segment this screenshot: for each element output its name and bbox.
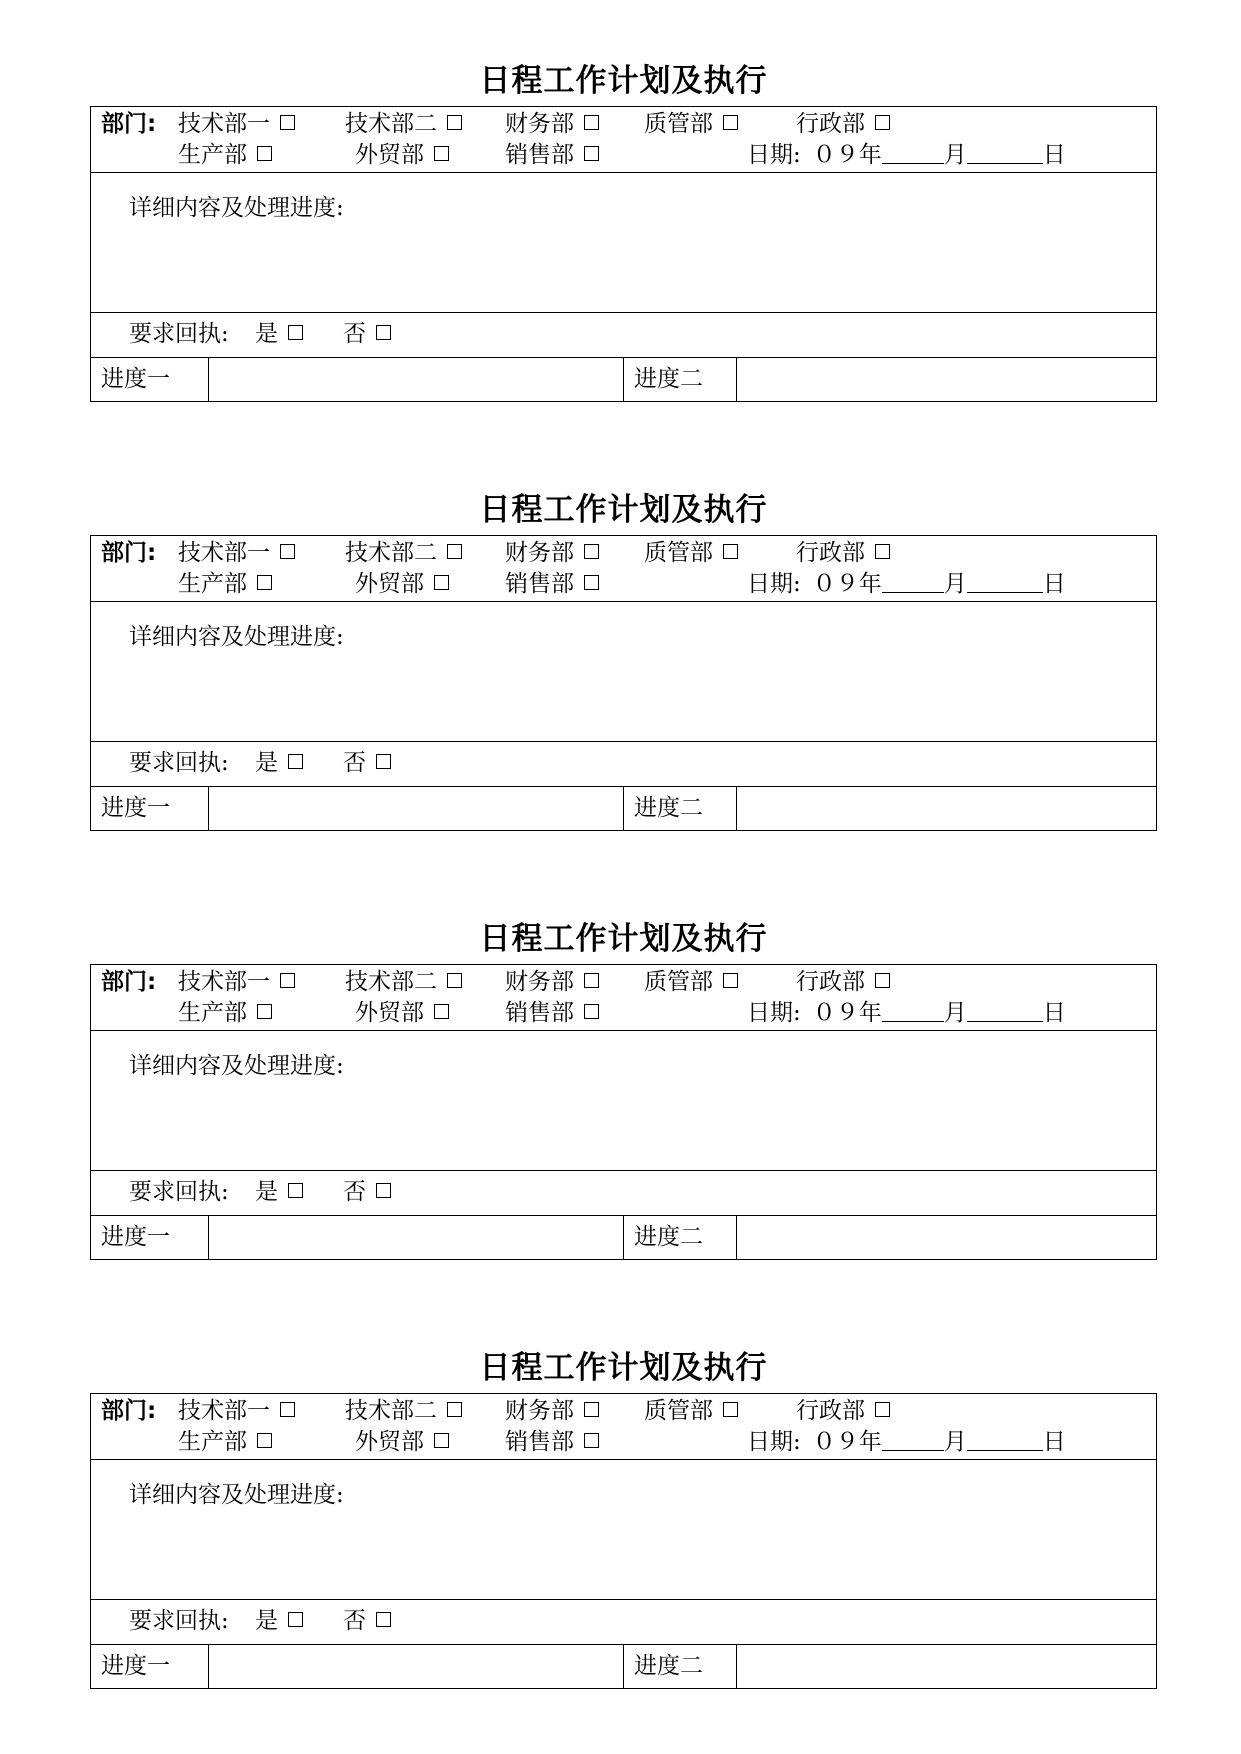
checkbox[interactable] — [288, 754, 303, 769]
checkbox[interactable] — [434, 1004, 449, 1019]
divider — [623, 1645, 624, 1688]
progress2-label: 进度二 — [634, 1653, 703, 1679]
checkbox[interactable] — [376, 1612, 391, 1627]
dept-option-tech1[interactable]: 技术部一 — [178, 538, 295, 568]
form-table — [90, 106, 1157, 402]
dept-option-production[interactable]: 生产部 — [178, 140, 272, 170]
checkbox[interactable] — [288, 325, 303, 340]
receipt-yes-option[interactable]: 是 — [255, 748, 303, 778]
divider — [623, 1216, 624, 1259]
receipt-row — [91, 313, 1156, 358]
checkbox[interactable] — [584, 544, 599, 559]
form-table — [90, 964, 1157, 1260]
dept-option-admin[interactable]: 行政部 — [796, 967, 890, 997]
progress2-label: 进度二 — [634, 366, 703, 392]
receipt-label: 要求回执: — [129, 1179, 229, 1205]
checkbox[interactable] — [584, 146, 599, 161]
detail-label: 详细内容及处理进度: — [129, 1482, 344, 1508]
form-title: 日程工作计划及执行 — [479, 492, 768, 528]
checkbox[interactable] — [723, 1402, 738, 1417]
dept-option-quality[interactable]: 质管部 — [644, 109, 738, 139]
dept-option-tech2[interactable]: 技术部二 — [345, 109, 462, 139]
receipt-row — [91, 1600, 1156, 1645]
divider — [736, 358, 737, 401]
form-table — [90, 1393, 1157, 1689]
detail-row[interactable] — [91, 602, 1156, 742]
checkbox[interactable] — [257, 1004, 272, 1019]
dept-option-sales[interactable]: 销售部 — [505, 998, 599, 1028]
receipt-yes-option[interactable]: 是 — [255, 319, 303, 349]
detail-row[interactable] — [91, 173, 1156, 313]
dept-option-foreign-trade[interactable]: 外贸部 — [355, 140, 449, 170]
date-field[interactable]: 日期: ０９年 月 日 — [747, 571, 1066, 597]
divider — [623, 787, 624, 830]
form-title: 日程工作计划及执行 — [479, 1350, 768, 1386]
checkbox[interactable] — [584, 1433, 599, 1448]
checkbox[interactable] — [584, 1004, 599, 1019]
dept-option-tech1[interactable]: 技术部一 — [178, 109, 295, 139]
dept-option-finance[interactable]: 财务部 — [505, 1396, 599, 1426]
checkbox[interactable] — [280, 544, 295, 559]
form-table — [90, 535, 1157, 831]
checkbox[interactable] — [376, 754, 391, 769]
receipt-no-option[interactable]: 否 — [343, 319, 391, 349]
dept-option-quality[interactable]: 质管部 — [644, 538, 738, 568]
dept-option-quality[interactable]: 质管部 — [644, 967, 738, 997]
checkbox[interactable] — [288, 1612, 303, 1627]
form-title: 日程工作计划及执行 — [479, 921, 768, 957]
receipt-row — [91, 742, 1156, 787]
checkbox[interactable] — [723, 973, 738, 988]
dept-option-foreign-trade[interactable]: 外贸部 — [355, 998, 449, 1028]
dept-option-sales[interactable]: 销售部 — [505, 569, 599, 599]
checkbox[interactable] — [280, 1402, 295, 1417]
receipt-label: 要求回执: — [129, 750, 229, 776]
progress-row — [91, 787, 1156, 830]
department-label: 部门: — [101, 111, 157, 137]
detail-row[interactable] — [91, 1460, 1156, 1600]
date-field[interactable]: 日期: ０９年 月 日 — [747, 1000, 1066, 1026]
checkbox[interactable] — [288, 1183, 303, 1198]
department-label: 部门: — [101, 1398, 157, 1424]
dept-option-tech1[interactable]: 技术部一 — [178, 1396, 295, 1426]
department-row — [91, 1394, 1156, 1460]
dept-option-admin[interactable]: 行政部 — [796, 538, 890, 568]
divider — [736, 1216, 737, 1259]
receipt-row — [91, 1171, 1156, 1216]
checkbox[interactable] — [280, 115, 295, 130]
progress1-label: 进度一 — [101, 1224, 170, 1250]
checkbox[interactable] — [447, 973, 462, 988]
divider — [208, 1216, 209, 1259]
progress1-label: 进度一 — [101, 366, 170, 392]
dept-option-admin[interactable]: 行政部 — [796, 1396, 890, 1426]
checkbox[interactable] — [875, 1402, 890, 1417]
dept-option-foreign-trade[interactable]: 外贸部 — [355, 1427, 449, 1457]
department-label: 部门: — [101, 540, 157, 566]
checkbox[interactable] — [875, 115, 890, 130]
detail-label: 详细内容及处理进度: — [129, 624, 344, 650]
dept-option-tech1[interactable]: 技术部一 — [178, 967, 295, 997]
date-field[interactable]: 日期: ０９年 月 日 — [747, 142, 1066, 168]
department-label: 部门: — [101, 969, 157, 995]
receipt-no-option[interactable]: 否 — [343, 748, 391, 778]
checkbox[interactable] — [447, 1402, 462, 1417]
checkbox[interactable] — [434, 575, 449, 590]
divider — [736, 1645, 737, 1688]
checkbox[interactable] — [376, 1183, 391, 1198]
progress1-label: 进度一 — [101, 795, 170, 821]
checkbox[interactable] — [875, 544, 890, 559]
form-title: 日程工作计划及执行 — [479, 63, 768, 99]
dept-option-foreign-trade[interactable]: 外贸部 — [355, 569, 449, 599]
date-field[interactable]: 日期: ０９年 月 日 — [747, 1429, 1066, 1455]
progress-row — [91, 1645, 1156, 1688]
divider — [623, 358, 624, 401]
detail-row[interactable] — [91, 1031, 1156, 1171]
progress2-label: 进度二 — [634, 1224, 703, 1250]
checkbox[interactable] — [257, 575, 272, 590]
progress-row — [91, 1216, 1156, 1259]
checkbox[interactable] — [376, 325, 391, 340]
divider — [208, 358, 209, 401]
checkbox[interactable] — [584, 1402, 599, 1417]
detail-label: 详细内容及处理进度: — [129, 195, 344, 221]
dept-option-admin[interactable]: 行政部 — [796, 109, 890, 139]
receipt-yes-option[interactable]: 是 — [255, 1606, 303, 1636]
checkbox[interactable] — [434, 1433, 449, 1448]
checkbox[interactable] — [257, 146, 272, 161]
checkbox[interactable] — [280, 973, 295, 988]
checkbox[interactable] — [447, 544, 462, 559]
checkbox[interactable] — [584, 575, 599, 590]
checkbox[interactable] — [584, 115, 599, 130]
dept-option-production[interactable]: 生产部 — [178, 569, 272, 599]
divider — [208, 787, 209, 830]
receipt-label: 要求回执: — [129, 321, 229, 347]
checkbox[interactable] — [875, 973, 890, 988]
checkbox[interactable] — [434, 146, 449, 161]
receipt-yes-option[interactable]: 是 — [255, 1177, 303, 1207]
dept-option-finance[interactable]: 财务部 — [505, 967, 599, 997]
department-row — [91, 536, 1156, 602]
department-row — [91, 107, 1156, 173]
dept-option-tech2[interactable]: 技术部二 — [345, 967, 462, 997]
receipt-no-option[interactable]: 否 — [343, 1606, 391, 1636]
dept-option-finance[interactable]: 财务部 — [505, 109, 599, 139]
checkbox[interactable] — [447, 115, 462, 130]
divider — [736, 787, 737, 830]
dept-option-production[interactable]: 生产部 — [178, 998, 272, 1028]
dept-option-finance[interactable]: 财务部 — [505, 538, 599, 568]
dept-option-sales[interactable]: 销售部 — [505, 140, 599, 170]
dept-option-production[interactable]: 生产部 — [178, 1427, 272, 1457]
checkbox[interactable] — [723, 115, 738, 130]
dept-option-tech2[interactable]: 技术部二 — [345, 538, 462, 568]
checkbox[interactable] — [257, 1433, 272, 1448]
checkbox[interactable] — [723, 544, 738, 559]
department-row — [91, 965, 1156, 1031]
progress-row — [91, 358, 1156, 401]
detail-label: 详细内容及处理进度: — [129, 1053, 344, 1079]
progress1-label: 进度一 — [101, 1653, 170, 1679]
progress2-label: 进度二 — [634, 795, 703, 821]
dept-option-quality[interactable]: 质管部 — [644, 1396, 738, 1426]
dept-option-sales[interactable]: 销售部 — [505, 1427, 599, 1457]
dept-option-tech2[interactable]: 技术部二 — [345, 1396, 462, 1426]
divider — [208, 1645, 209, 1688]
receipt-label: 要求回执: — [129, 1608, 229, 1634]
checkbox[interactable] — [584, 973, 599, 988]
receipt-no-option[interactable]: 否 — [343, 1177, 391, 1207]
